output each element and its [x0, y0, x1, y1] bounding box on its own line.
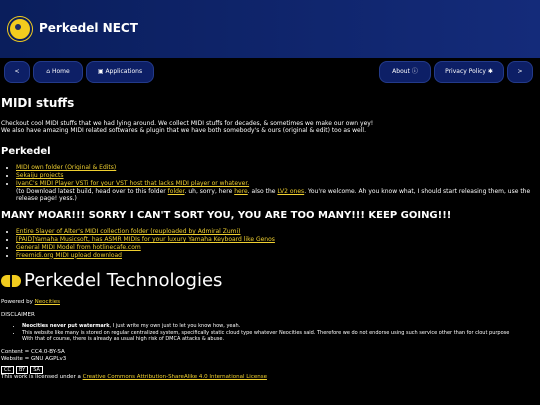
link-here[interactable]: here [234, 187, 248, 195]
link-slayer-collection[interactable]: Entire Slayer of Alter's MIDI collection folder (reuploaded by Admiral Zumi) [16, 228, 241, 236]
info-icon: ⓘ [409, 68, 418, 76]
list-item: • This website like many is stored on regular centralized system, specifically static cloud type whatever Neocities said. Therefore we do not endorse using such service other than for clout purpose With that of course, there is already as usual high risk of DMCA attacks & abuse. [22, 330, 540, 343]
neocities-link[interactable]: Neocities [34, 298, 60, 305]
about-button[interactable]: About ⓘ [379, 61, 431, 83]
capsule-logo-icon [1, 275, 21, 287]
link-midi-own-folder[interactable]: MIDI own folder (Original & Edits) [16, 164, 117, 172]
list-item: • IvanC's MIDI Player VSTi for your VST host that lacks MIDI player or whatever. (to Download latest build, head over to this folder folder. uh, sorry, here here. also the LV2 ones. You're welcome. Ah you know what, I should start releasing them, use the release page! yess.) [16, 180, 540, 203]
cc-badge[interactable] [0, 366, 540, 375]
main-content [0, 86, 540, 381]
list-item: • Neocities never put watermark, I just write my own just to let you know how, yeah. [22, 323, 540, 330]
more-list [0, 228, 540, 259]
list-item [16, 172, 540, 180]
footer-title: Perkedel Technologies [24, 270, 223, 292]
home-icon: ⌂ [46, 68, 52, 76]
link-general-midi-model[interactable]: General MIDI Model from hotlinecafe.com [16, 243, 141, 251]
site-title[interactable]: Perkedel NECT [39, 21, 138, 36]
section-perkedel-title: Perkedel [1, 146, 51, 158]
link-sekaiju-projects[interactable]: Sekaiju projects [16, 171, 64, 179]
link-folder[interactable]: folder [167, 187, 185, 195]
link-lv2-ones[interactable]: LV2 ones [277, 187, 305, 195]
site-logo-icon[interactable] [8, 17, 32, 41]
applications-button[interactable]: ▣ Applications [86, 61, 154, 83]
cc-license-link[interactable]: Creative Commons Attribution-ShareAlike 4.0 International License [82, 374, 267, 381]
home-button[interactable]: ⌂ Home [33, 61, 83, 83]
site-header [0, 0, 540, 58]
list-item [16, 236, 540, 244]
link-ivanc-midi-player[interactable]: IvanC's MIDI Player VSTi for your VST host that lacks MIDI player or whatever. [16, 179, 250, 187]
by-icon: BY [16, 366, 28, 375]
back-button[interactable]: < [4, 61, 30, 83]
page-title: MIDI stuffs [1, 96, 75, 110]
navigation-bar [0, 58, 540, 86]
forward-button[interactable]: > [507, 61, 533, 83]
list-item [16, 228, 540, 236]
sa-icon: SA [30, 366, 43, 375]
license-line: This work is licensed under a Creative Commons Attribution-ShareAlike 4.0 International License [1, 374, 267, 381]
apps-icon: ▣ [97, 68, 106, 76]
section-more-title: MANY MOAR!!! SORRY I CAN'T SORT YOU, YOU ARE TOO MANY!!! KEEP GOING!!! [1, 210, 452, 222]
list-item [16, 244, 540, 252]
cc-icon: CC [1, 366, 14, 375]
powered-by: Powered by Neocities [1, 298, 60, 305]
content-license: Content = CC4.0-BY-SA [1, 348, 65, 355]
list-item [16, 164, 540, 172]
footer-brand [1, 269, 540, 292]
link-yamaha-musicsoft[interactable]: [PAID]Yamaha Musicsoft, has ASMR MIDIs for your luxury Yamaha Keyboard like Genos [16, 235, 275, 243]
disclaimer-label: DISCLAIMER [1, 311, 35, 318]
gear-icon: ✱ [485, 68, 493, 76]
disclaimer-list [0, 323, 540, 343]
intro-text: Checkout cool MIDI stuffs that we had lying around. We collect MIDI stuffs for decades, & sometimes we make our own yey! We also have amazing MIDI related softwares & plugin that we have both somebody's & ours (original & edit) too as well. [1, 119, 374, 135]
list-item [16, 252, 540, 260]
website-license: Website = GNU AGPLv3 [1, 355, 67, 362]
privacy-policy-button[interactable]: Privacy Policy ✱ [434, 61, 504, 83]
link-freemidi[interactable]: Freemidi.org MIDI upload download [16, 251, 122, 259]
perkedel-list [0, 164, 540, 203]
